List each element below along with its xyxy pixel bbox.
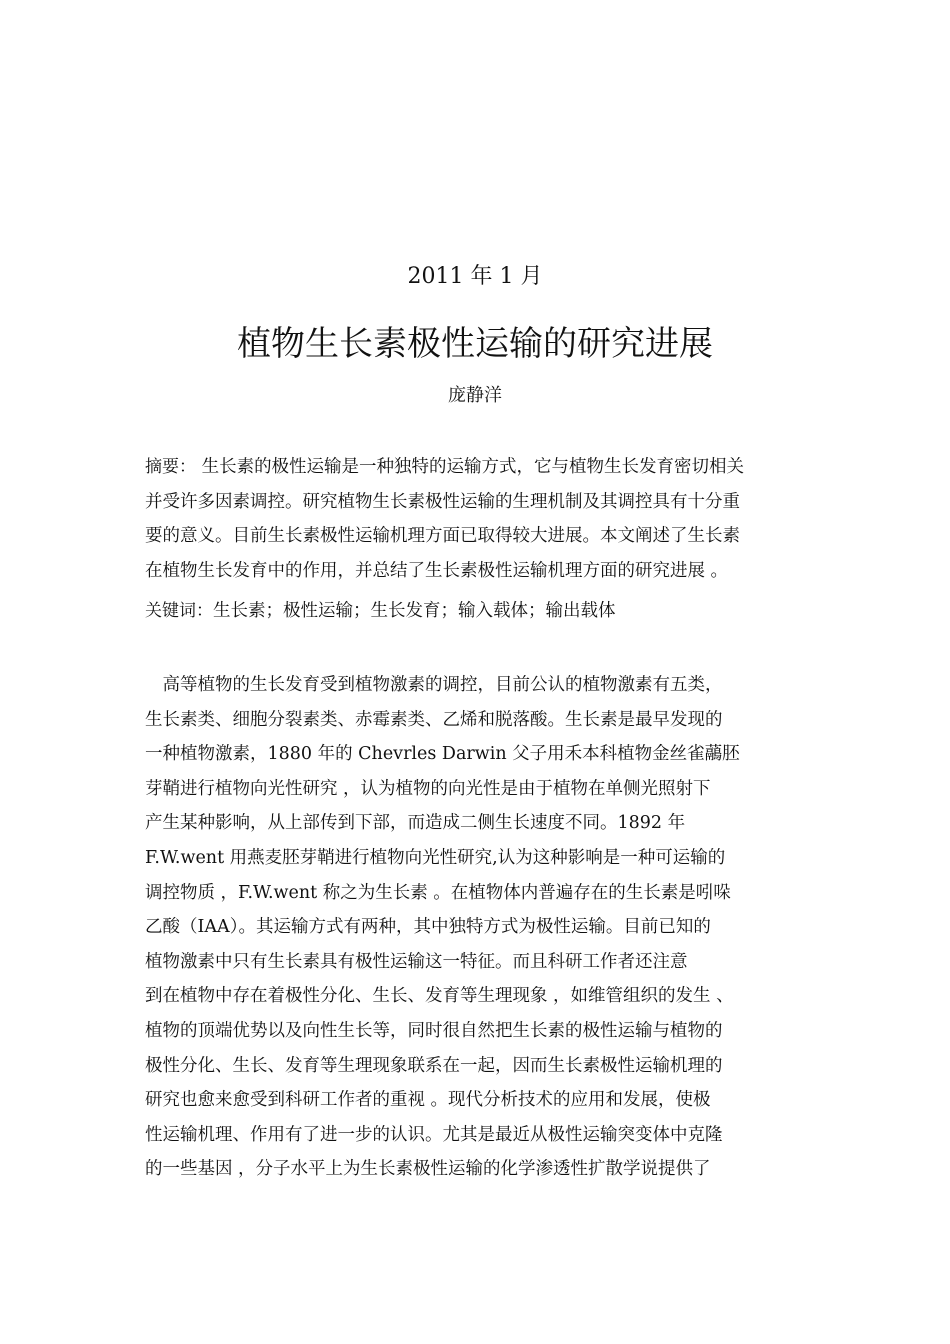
body-line: F.W.went 用燕麦胚芽鞘进行植物向光性研究,认为这种影响是一种可运输的 (145, 847, 726, 868)
abstract-label: 摘要： (145, 457, 196, 477)
abstract-line: 在植物生长发育中的作用，并总结了生长素极性运输机理方面的研究进展 。 (145, 560, 729, 581)
body-line: 性运输机理、作用有了进一步的认识。尤其是最近从极性运输突变体中克隆 (145, 1124, 723, 1145)
abstract-section (145, 450, 810, 588)
body-paragraph (145, 668, 785, 1187)
body-line: 产生某种影响，从上部传到下部，而造成二侧生长速度不同。1892 年 (145, 813, 686, 834)
author-name: 庞静洋 (448, 385, 502, 406)
body-line: 生长素类、细胞分裂素类、赤霉素类、乙烯和脱落酸。生长素是最早发现的 (145, 709, 723, 730)
body-line: 极性分化、生长、发育等生理现象联系在一起，因而生长素极性运输机理的 (145, 1055, 723, 1076)
abstract-line: 要的意义。目前生长素极性运输机理方面已取得较大进展。本文阐述了生长素 (145, 526, 740, 546)
body-line: 研究也愈来愈受到科研工作者的重视 。现代分析技术的应用和发展，使极 (145, 1090, 711, 1111)
publication-date: 2011 年 1 月 (407, 264, 543, 289)
body-line: 的一些基因 ，分子水平上为生长素极性运输的化学渗透性扩散学说提供了 (145, 1159, 711, 1180)
body-line: 植物激素中只有生长素具有极性运输这一特征。而且科研工作者还注意 (145, 951, 688, 972)
keywords-section (145, 596, 810, 626)
body-line: 芽鞘进行植物向光性研究 ，认为植物的向光性是由于植物在单侧光照射下 (145, 778, 711, 799)
abstract-line (145, 450, 810, 485)
body-line: 乙酸（IAA）。其运输方式有两种，其中独特方式为极性运输。目前已知的 (145, 917, 711, 938)
abstract-line: 并受许多因素调控。研究植物生长素极性运输的生理机制及其调控具有十分重 (145, 491, 740, 512)
keywords-label: 关键词： (145, 601, 213, 621)
abstract-line-text: 生长素的极性运输是一种独特的运输方式，它与植物生长发育密切相关 (196, 457, 745, 477)
body-line: 高等植物的生长发育受到植物激素的调控，目前公认的植物激素有五类， (145, 675, 723, 695)
body-line: 一种植物激素，1880 年的 Chevrles Darwin 父子用禾本科植物金丝雀虉胚 (145, 744, 740, 765)
keywords-text: 生长素；极性运输；生长发育；输入载体；输出载体 (213, 601, 616, 621)
body-line: 植物的顶端优势以及向性生长等，同时很自然把生长素的极性运输与植物的 (145, 1020, 723, 1041)
body-line: 到在植物中存在着极性分化、生长、发育等生理现象 ，如维管组织的发生 、 (145, 986, 734, 1007)
body-line: 调控物质 ，F.W.went 称之为生长素 。在植物体内普遍存在的生长素是吲哚 (145, 882, 731, 903)
paper-title: 植物生长素极性运输的研究进展 (237, 324, 713, 364)
